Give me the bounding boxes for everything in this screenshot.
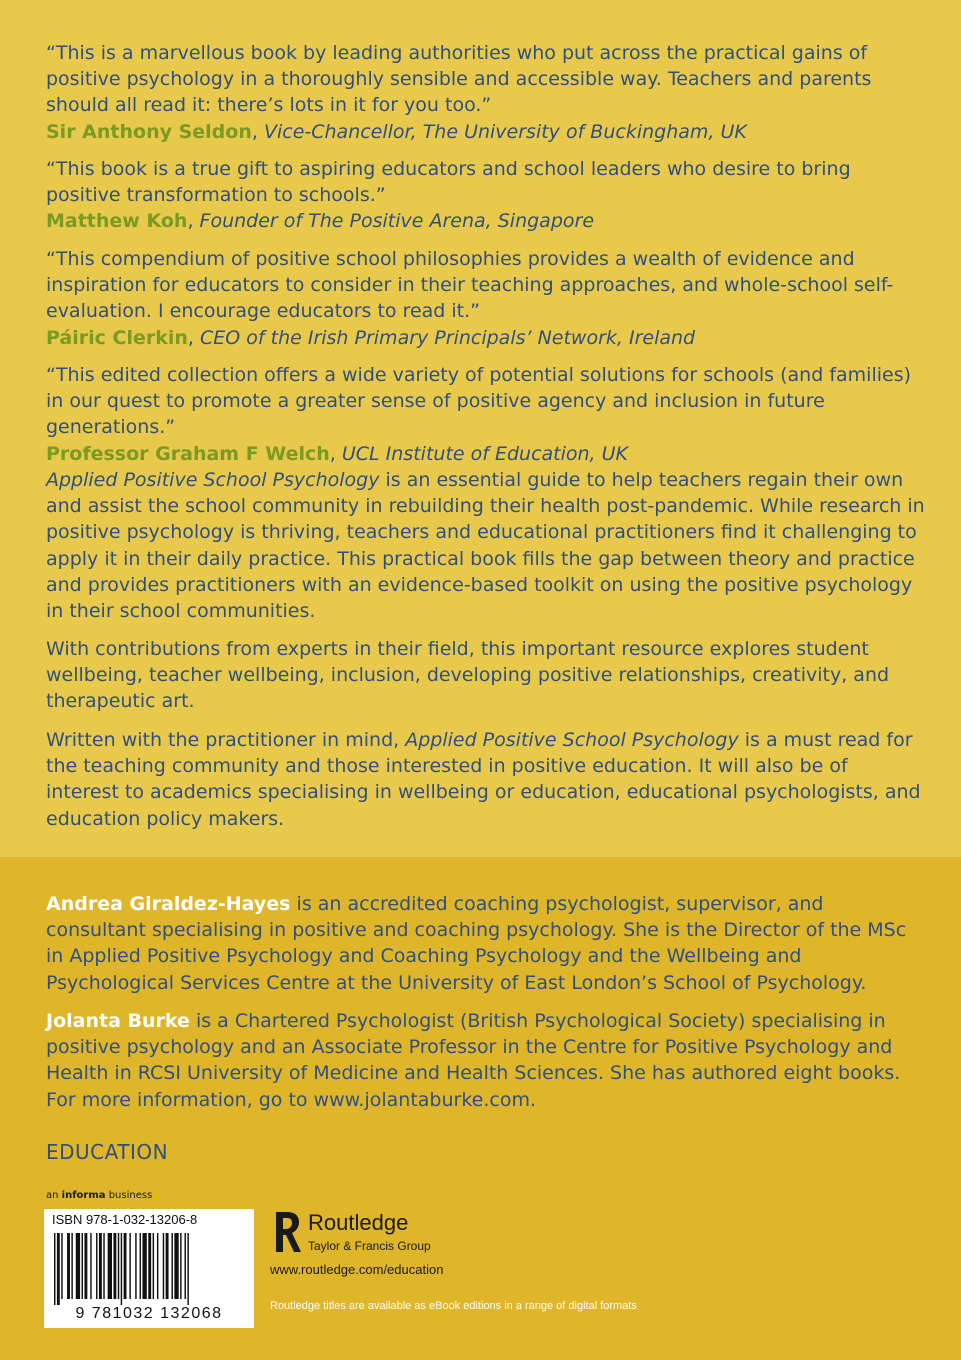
description-text: With contributions from experts in their field, this important resource explores student wellbeing, teacher wellbeing, inclusion, developing positive relationships, creativity, and therapeutic art. <box>46 638 890 713</box>
quote-attribution: Professor Graham F Welch, UCL Institute of Education, UK <box>46 442 629 465</box>
barcode-bar <box>174 1233 178 1299</box>
endorser-name: Páiric Clerkin <box>46 326 188 349</box>
quote-text: “This book is a true gift to aspiring educators and school leaders who desire to bring positive transformation to schools.” <box>46 158 851 207</box>
barcode-bar <box>76 1233 80 1299</box>
barcode-bar <box>185 1233 186 1299</box>
endorser-name: Sir Anthony Seldon <box>46 120 252 143</box>
barcode-bars <box>54 1233 244 1305</box>
isbn-barcode <box>44 1209 254 1328</box>
barcode-bar <box>135 1233 136 1299</box>
ebook-note: Routledge titles are available as eBook editions in a range of digital formats <box>270 1300 637 1312</box>
endorsement-quote <box>46 246 926 351</box>
barcode-bar <box>140 1233 141 1299</box>
quote-text: “This is a marvellous book by leading authorities who put across the practical gains of positive psychology in a thoroughly sensible and accessible way. Teachers and parents should all read it: there’s lots in it for you too.” <box>46 42 872 117</box>
quote-attribution: Páiric Clerkin, CEO of the Irish Primary Principals’ Network, Ireland <box>46 326 696 349</box>
informa-tagline <box>46 1190 152 1201</box>
barcode-bar <box>113 1233 116 1299</box>
endorsement-quote <box>46 40 926 145</box>
barcode-bar <box>61 1233 62 1299</box>
routledge-logo-icon <box>272 1208 302 1256</box>
quote-attribution: Matthew Koh, Founder of The Positive Arena, Singapore <box>46 210 595 233</box>
publisher-url[interactable]: www.routledge.com/education <box>270 1262 444 1277</box>
author-name: Andrea Giraldez-Hayes <box>46 893 291 915</box>
publisher-group: Taylor & Francis Group <box>308 1239 431 1253</box>
isbn-label: ISBN 978-1-032-13206-8 <box>52 1212 198 1227</box>
description-paragraph <box>46 636 926 715</box>
book-title: Applied Positive School Psychology <box>405 729 739 751</box>
isbn-digits: 9 781032 132068 <box>75 1305 223 1322</box>
endorsement-quote <box>46 362 926 467</box>
publisher-name: Routledge <box>308 1210 409 1235</box>
quote-text: “This edited collection offers a wide variety of potential solutions for schools (and families) in our quest to promote a greater sense of positive agency and inclusion in future generations.” <box>46 364 912 439</box>
barcode-bar <box>153 1233 154 1299</box>
barcode-bar <box>103 1233 104 1299</box>
barcode-bar <box>71 1233 72 1299</box>
quote-text: “This compendium of positive school philosophies provides a wealth of evidence and inspiration for educators to consider in their teaching approaches, and whole-school self-evaluation. I encourage educators to read it.” <box>46 248 894 323</box>
barcode-bar <box>180 1233 181 1299</box>
endorser-name: Matthew Koh <box>46 210 188 233</box>
informa-brand: informa <box>61 1190 106 1201</box>
barcode-bar <box>82 1233 83 1299</box>
description-text: is a must read for the teaching community and those interested in positive education. It will also be of interest to academics specialising in wellbeing or education, educational psychologists, and education policy makers. <box>46 729 921 830</box>
endorser-role: Vice-Chancellor, The University of Buckingham, UK <box>263 120 747 143</box>
barcode-bar <box>157 1233 158 1299</box>
description-text: Written with the practitioner in mind, <box>46 729 406 751</box>
informa-suffix: business <box>105 1190 153 1201</box>
barcode-bar <box>166 1233 169 1299</box>
barcode-bar <box>121 1233 122 1305</box>
barcode-bar <box>171 1233 172 1299</box>
barcode-bar <box>148 1233 151 1299</box>
barcode-bar <box>129 1233 130 1299</box>
author-bio <box>46 1008 926 1113</box>
subject-category: EDUCATION <box>46 1140 169 1164</box>
barcode-bar <box>99 1233 102 1299</box>
quote-attribution: Sir Anthony Seldon, Vice-Chancellor, The University of Buckingham, UK <box>46 120 747 143</box>
description-paragraph <box>46 727 926 832</box>
author-name: Jolanta Burke <box>46 1010 190 1032</box>
author-bio-text: is an accredited coaching psychologist, supervisor, and consultant specialising in positive and coaching psychology. She is the Director of the MSc in Applied Positive Psychology and Coaching Psychology and the Wellbeing and Psychological Services Centre at the University of East London’s School of Psychology. <box>46 893 907 994</box>
author-bio-text: is a Chartered Psychologist (British Psychological Society) specialising in positive psychology and an Associate Professor in the Centre for Positive Psychology and Health in RCSI University of Medicine and Health Sciences. She has authored eight books. For more information, go to www.jolantaburke.com. <box>46 1010 901 1111</box>
endorser-name: Professor Graham F Welch <box>46 442 330 465</box>
barcode-bar <box>163 1233 164 1299</box>
barcode-bar <box>57 1233 60 1305</box>
description-paragraph <box>46 467 926 624</box>
barcode-bar <box>108 1233 112 1299</box>
endorsement-quote <box>46 156 926 235</box>
book-title: Applied Positive School Psychology <box>46 469 380 491</box>
endorser-role: CEO of the Irish Primary Principals’ Network, Ireland <box>200 326 696 349</box>
barcode-bar <box>187 1233 188 1305</box>
endorser-role: UCL Institute of Education, UK <box>341 442 629 465</box>
barcode-bar <box>54 1233 55 1305</box>
barcode-bar <box>142 1233 146 1299</box>
endorser-role: Founder of The Positive Arena, Singapore <box>199 210 595 233</box>
informa-prefix: an <box>46 1190 62 1201</box>
author-bio <box>46 891 926 996</box>
barcode-bar <box>84 1233 87 1299</box>
barcode-bar <box>124 1233 127 1299</box>
barcode-bar <box>90 1233 91 1299</box>
barcode-bar <box>118 1233 119 1299</box>
barcode-bar <box>67 1233 70 1299</box>
description-text: is an essential guide to help teachers regain their own and assist the school community in rebuilding their health post-pandemic. While research in positive psychology is thriving, teachers and educational practitioners find it challenging to apply it in their daily practice. This practical book fills the gap between theory and practice and provides practitioners with an evidence-based toolkit on using the positive psychology in their school communities. <box>46 469 925 623</box>
barcode-bar <box>96 1233 97 1299</box>
